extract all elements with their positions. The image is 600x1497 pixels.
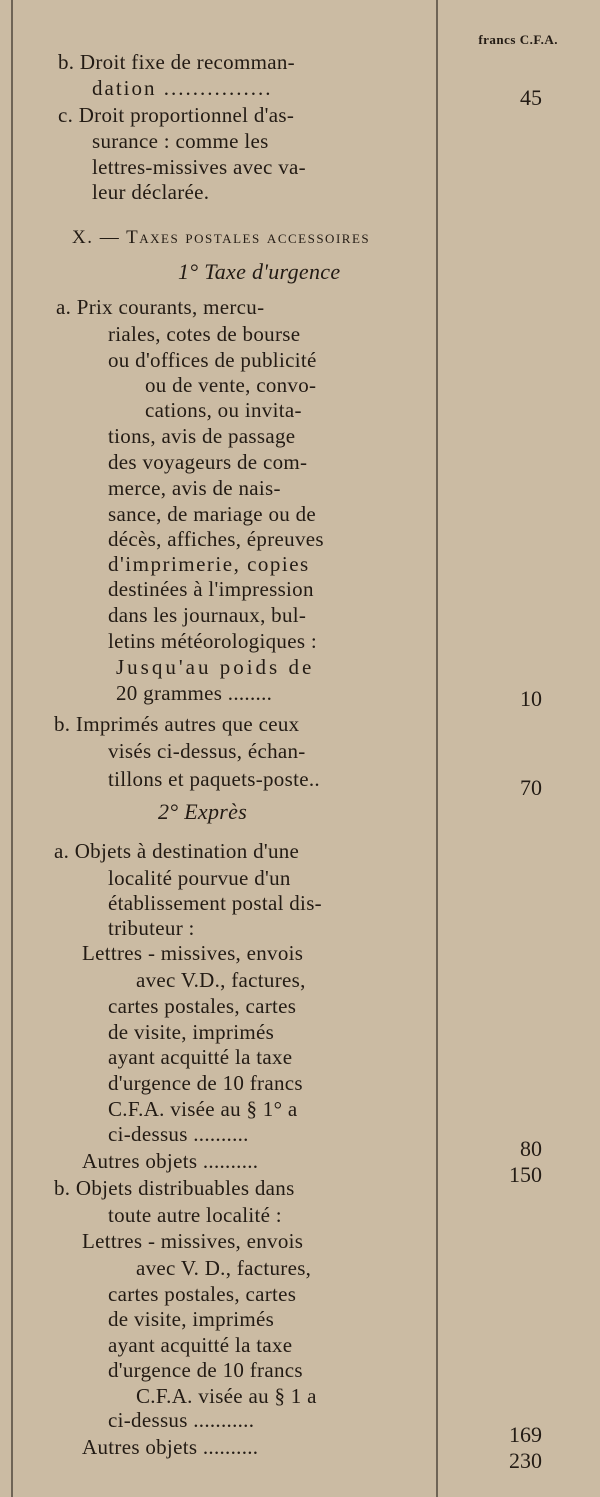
value-urgence-20g: 10 [520,686,542,711]
line-a1-12: destinées à l'impression [108,577,314,601]
line-b2-6: de visite, imprimés [108,1307,275,1331]
line-leur: leur déclarée. [92,180,210,204]
line-lettres: lettres-missives avec va- [92,155,306,179]
left-column-rule [11,0,13,1497]
line-a1-1: a. Prix courants, mercu- [56,295,265,319]
line-a1-14: letins météorologiques : [108,629,317,653]
line-a1-10: décès, affiches, épreuves [108,527,324,551]
value-column-rule [436,0,438,1497]
line-a2-10: d'urgence de 10 francs [108,1071,303,1095]
line-a1-6: tions, avis de passage [108,424,296,448]
subheading-expres: 2° Exprès [158,799,248,824]
line-surance: surance : comme les [92,129,269,153]
line-a2-2: localité pourvue d'un [108,866,291,890]
line-a2-5: Lettres - missives, envois [82,941,304,965]
column-unit-header: francs C.F.A. [478,32,558,47]
line-a1-11: d'imprimerie, copies [108,552,310,576]
value-expres-a-lettres: 80 [520,1136,542,1161]
line-a1-13: dans les journaux, bul- [108,603,307,627]
line-b1-3: tillons et paquets-poste.. [108,767,320,791]
line-b2-10: ci-dessus ........... [108,1408,255,1432]
line-b1-1: b. Imprimés autres que ceux [54,712,300,736]
line-b2-7: ayant acquitté la taxe [108,1333,293,1357]
line-a1-2: riales, cotes de bourse [108,322,301,346]
line-dation: dation ............... [92,76,273,100]
line-a2-13: Autres objets .......... [82,1149,259,1173]
value-recommandation: 45 [520,85,542,110]
line-a1-8: merce, avis de nais- [108,476,281,500]
line-a2-9: ayant acquitté la taxe [108,1045,293,1069]
value-expres-a-autres: 150 [509,1162,542,1187]
subheading-taxe-urgence: 1° Taxe d'urgence [178,259,341,284]
value-expres-b-autres: 230 [509,1448,542,1473]
line-b2-1: b. Objets distribuables dans [54,1176,295,1200]
line-a1-9: sance, de mariage ou de [108,502,317,526]
line-b2-4: avec V. D., factures, [136,1256,312,1280]
line-a1-4: ou de vente, convo- [145,373,317,397]
line-a2-4: tributeur : [108,916,195,940]
line-a1-3: ou d'offices de publicité [108,348,317,372]
line-a1-16: 20 grammes ........ [116,681,273,705]
value-expres-b-lettres: 169 [509,1422,542,1447]
line-a2-7: cartes postales, cartes [108,994,297,1018]
line-b2-8: d'urgence de 10 francs [108,1358,303,1382]
line-a2-3: établissement postal dis- [108,891,322,915]
line-a1-5: cations, ou invita- [145,398,302,422]
value-imprimes-autres: 70 [520,775,542,800]
line-b1-2: visés ci-dessus, échan- [108,739,306,763]
line-a2-11: C.F.A. visée au § 1° a [108,1097,298,1121]
section-heading: X. — Taxes postales accessoires [72,227,371,248]
line-a2-8: de visite, imprimés [108,1020,275,1044]
line-a1-15: Jusqu'au poids de [116,655,315,679]
line-a2-12: ci-dessus .......... [108,1122,249,1146]
line-b2-11: Autres objets .......... [82,1435,259,1459]
line-c-droit: c. Droit proportionnel d'as- [58,103,295,127]
line-b2-5: cartes postales, cartes [108,1282,297,1306]
line-a2-6: avec V.D., factures, [136,968,306,992]
line-a2-1: a. Objets à destination d'une [54,839,300,863]
line-a1-7: des voyageurs de com- [108,450,308,474]
line-b2-3: Lettres - missives, envois [82,1229,304,1253]
line-b2-9: C.F.A. visée au § 1 a [136,1384,317,1408]
line-b2-2: toute autre localité : [108,1203,282,1227]
line-b-droit-fixe: b. Droit fixe de recomman- [58,50,295,74]
